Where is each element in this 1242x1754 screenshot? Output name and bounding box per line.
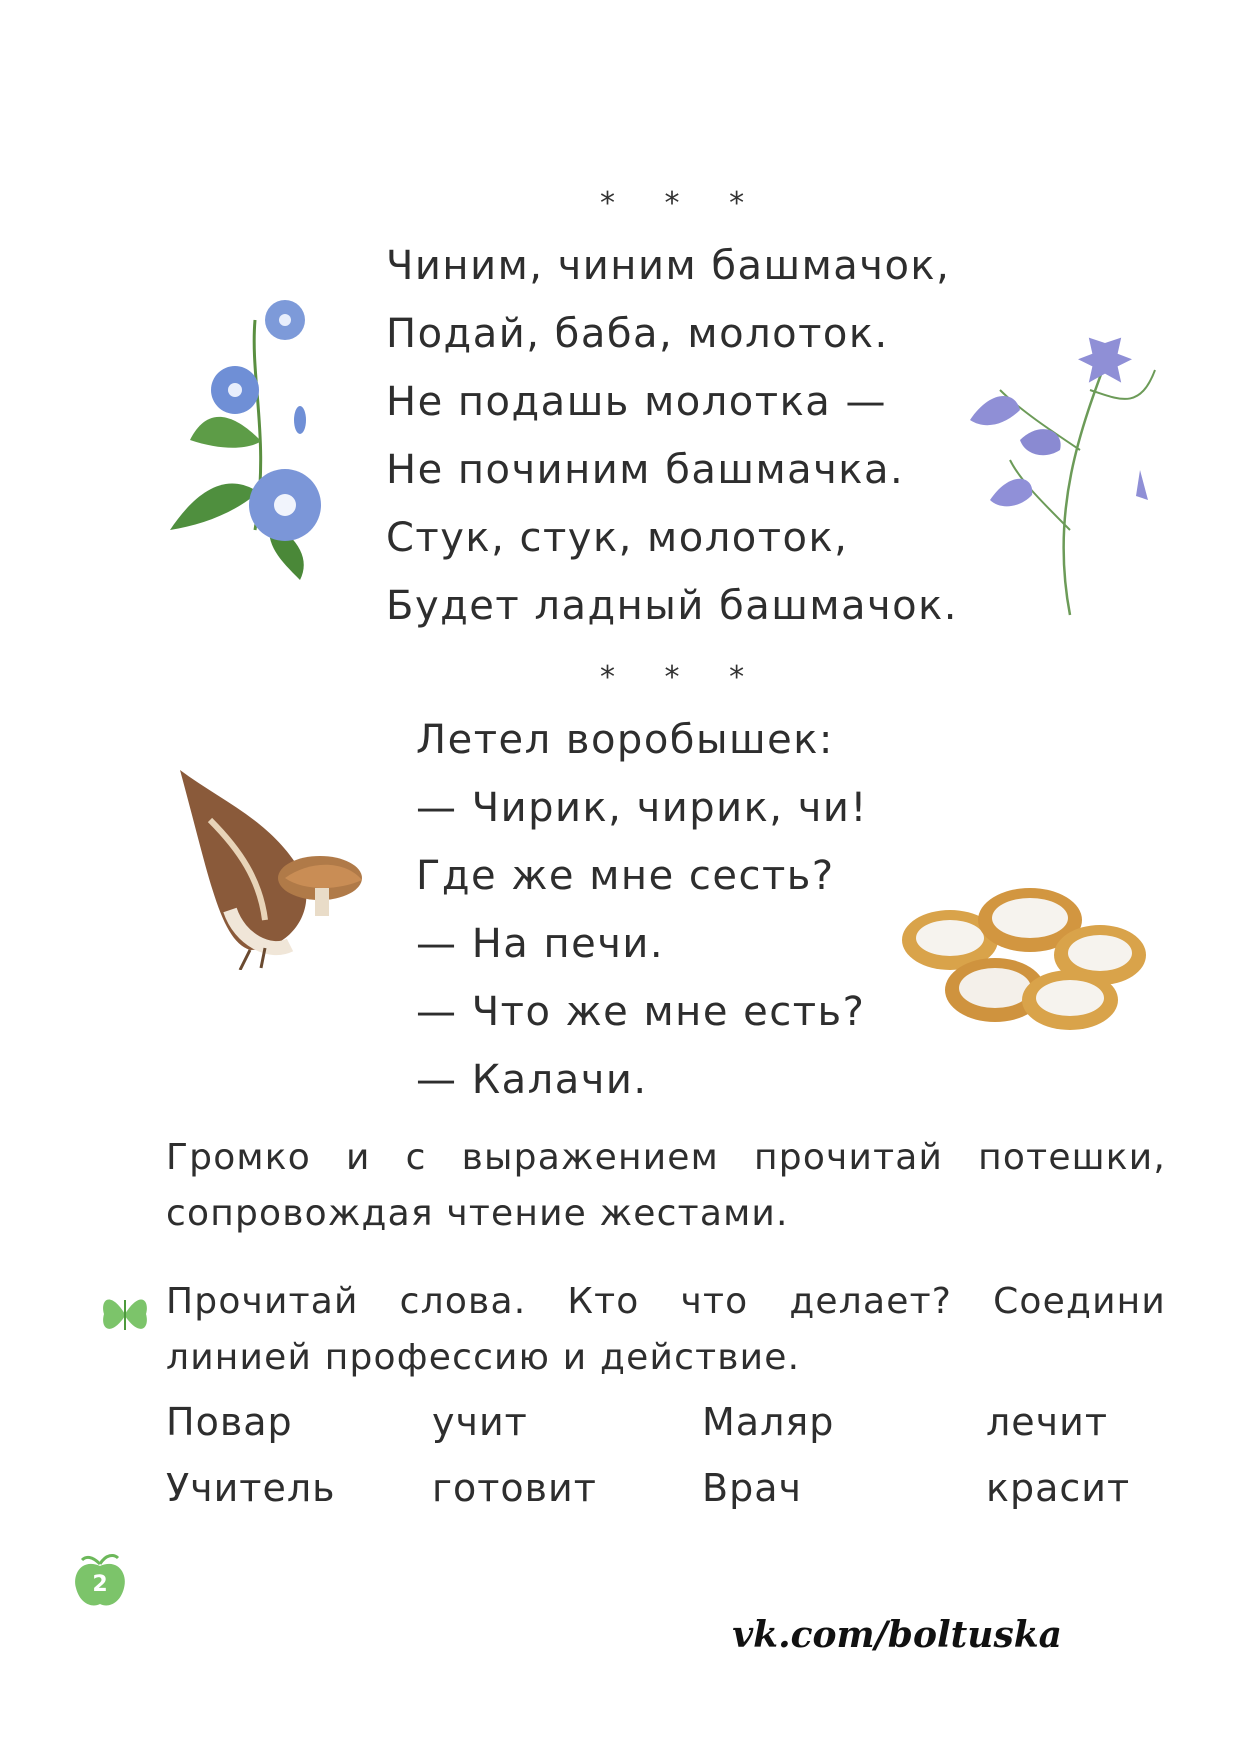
word-profession: Врач bbox=[702, 1466, 802, 1510]
poem1-line: Подай, баба, молоток. bbox=[386, 311, 889, 357]
word-profession: Учитель bbox=[166, 1466, 336, 1510]
page-number: 2 bbox=[92, 1572, 108, 1597]
sparrow-illustration bbox=[170, 760, 370, 970]
poem2-line: — На печи. bbox=[416, 921, 665, 967]
poem1-line: Не починим башмачка. bbox=[386, 447, 905, 493]
task-match-words: Прочитай слова. Кто что делает? Соедини линией профессию и действие. bbox=[166, 1281, 1166, 1378]
word-profession: Маляр bbox=[702, 1400, 835, 1444]
poem2-line: — Что же мне есть? bbox=[416, 989, 866, 1035]
source-url: vk.com/boltuska bbox=[732, 1614, 1062, 1656]
word-action: лечит bbox=[986, 1400, 1108, 1444]
poem2-line: — Калачи. bbox=[416, 1057, 648, 1103]
poem2-line: Где же мне сесть? bbox=[416, 853, 835, 899]
word-action: красит bbox=[986, 1466, 1131, 1510]
bellflower-illustration bbox=[960, 330, 1160, 620]
word-action: готовит bbox=[432, 1466, 597, 1510]
leaf-butterfly-icon bbox=[100, 1290, 150, 1338]
poem2-line: — Чирик, чирик, чи! bbox=[416, 785, 868, 831]
poem1 bbox=[386, 232, 958, 640]
poem2-separator: * * * bbox=[600, 660, 765, 695]
word-action: учит bbox=[432, 1400, 528, 1444]
word-profession: Повар bbox=[166, 1400, 293, 1444]
poem2 bbox=[416, 706, 868, 1114]
word-matching-grid bbox=[166, 1400, 1166, 1540]
poem1-separator: * * * bbox=[600, 186, 765, 221]
task-read-aloud: Громко и с выражением прочитай потешки, сопровождая чтение жестами. bbox=[166, 1137, 1166, 1234]
poem2-line: Летел воробышек: bbox=[416, 717, 834, 763]
kalachi-illustration bbox=[900, 880, 1150, 1040]
poem1-line: Чиним, чиним башмачок, bbox=[386, 243, 951, 289]
page-number-badge bbox=[72, 1550, 128, 1610]
poem1-line: Не подашь молотка — bbox=[386, 379, 887, 425]
poem1-line: Будет ладный башмачок. bbox=[386, 583, 959, 629]
morning-glory-illustration bbox=[160, 290, 360, 590]
poem1-line: Стук, стук, молоток, bbox=[386, 515, 849, 561]
